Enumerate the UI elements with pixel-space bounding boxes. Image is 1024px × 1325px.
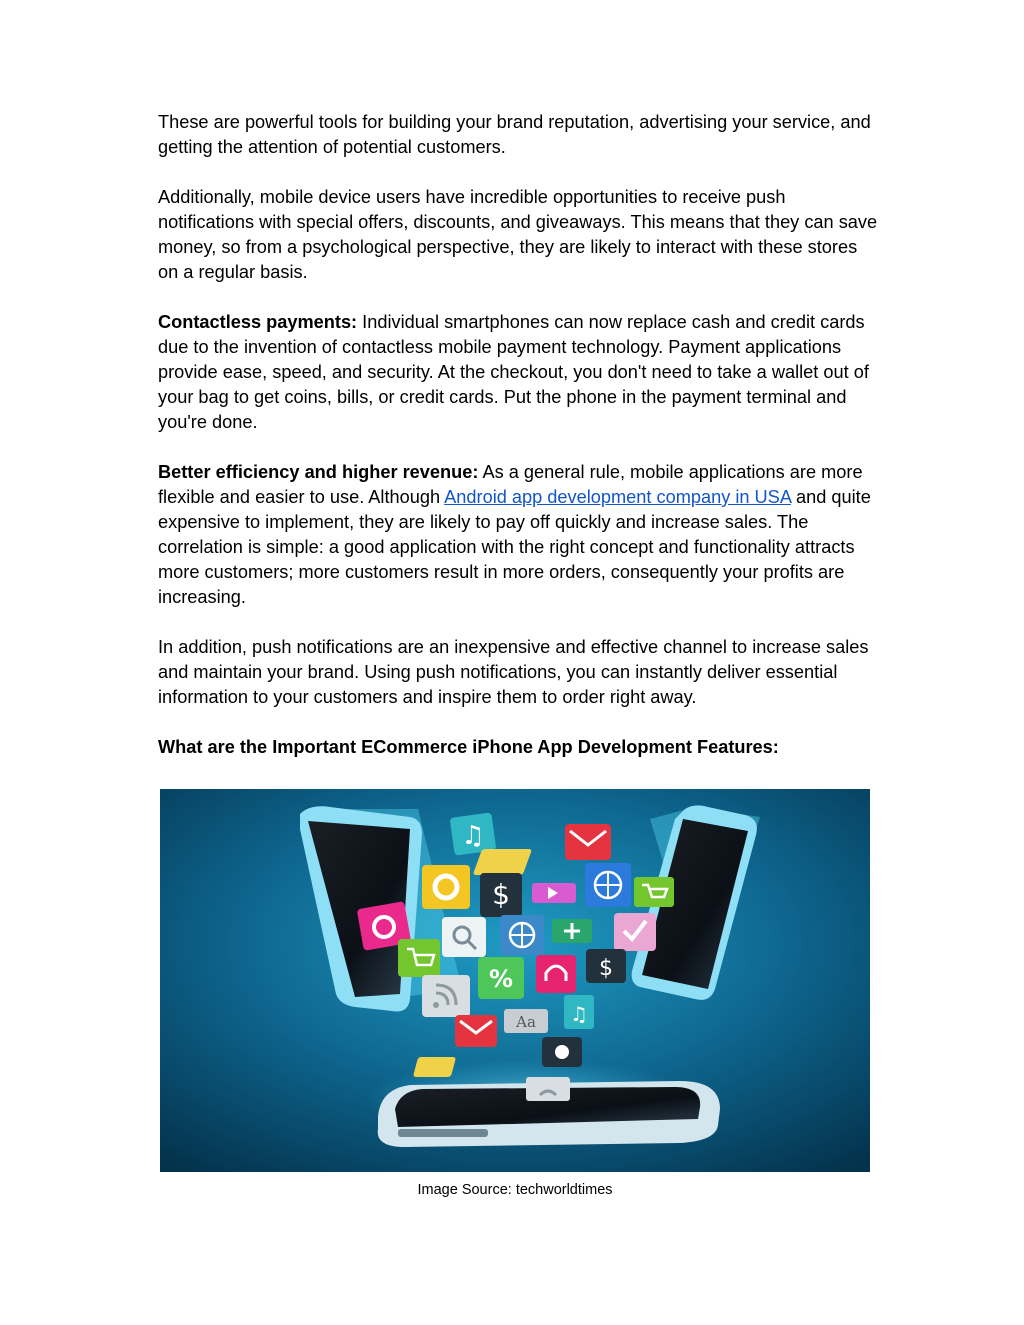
search-icon (442, 917, 486, 957)
section-heading: What are the Important ECommerce iPhone App Development Features: (158, 737, 779, 757)
play-icon (532, 883, 576, 903)
note-icon (473, 849, 532, 875)
contactless-payments-lead: Contactless payments: (158, 312, 358, 332)
globe-icon (500, 915, 544, 955)
dollar-icon-small (586, 949, 626, 983)
check-icon (614, 913, 656, 951)
paragraph-efficiency-revenue (158, 460, 878, 610)
svg-text:♫: ♫ (461, 821, 485, 851)
paragraph-brand-tools: These are powerful tools for building your brand reputation, advertising your service, and getting the attention of potential customers. (158, 112, 871, 157)
mail-icon-bottom (455, 1015, 497, 1047)
gear-icon (422, 865, 470, 909)
svg-text:%: % (488, 965, 514, 993)
note-icon-small (413, 1057, 456, 1077)
music-icon-small (564, 995, 594, 1029)
svg-text:♫: ♫ (570, 1002, 588, 1026)
image-caption: Image Source: techworldtimes (417, 1182, 613, 1198)
illustration-svg (160, 789, 870, 1172)
headphones-icon (536, 955, 576, 993)
efficiency-revenue-lead: Better efficiency and higher revenue: (158, 462, 479, 482)
globe-icon-top (585, 863, 631, 907)
efficiency-revenue-body-b: and quite expensive to implement, they are likely to pay off quickly and increase sales. The correlation is simple: a good application with the right concept and functionality attracts more customers; more customers result in more orders, consequently your profits are increasing. (158, 487, 871, 607)
dollar-icon (480, 873, 522, 917)
paragraph-push-notifications: Additionally, mobile device users have incredible opportunities to receive push notifications with special offers, discounts, and giveaways. This means that they can save money, so from a psychological perspective, they are likely to interact with these stores on a regular basis. (158, 187, 878, 282)
text-icon (504, 1009, 548, 1033)
cart-icon-left (398, 939, 440, 977)
efficiency-revenue-body-a: As a general rule, mobile applications are more flexible and easier to use. Although (158, 462, 863, 507)
cart-icon-right (634, 877, 674, 907)
percent-icon (478, 957, 524, 999)
camera-icon (542, 1037, 582, 1067)
android-company-link[interactable]: Android app development company in USA (444, 487, 791, 507)
paragraph-push-channel: In addition, push notifications are an inexpensive and effective channel to increase sales and maintain your brand. Using push notifications, you can instantly deliver essential information to your customers and inspire them to order right away. (158, 637, 869, 707)
paragraph-contactless-payments (158, 310, 878, 435)
document-body (158, 110, 878, 760)
plus-icon (552, 919, 592, 943)
svg-text:$: $ (492, 878, 510, 911)
svg-text:$: $ (599, 956, 613, 981)
svg-text:Aa: Aa (516, 1013, 536, 1031)
rss-icon (422, 975, 470, 1017)
ecommerce-app-illustration (160, 789, 870, 1172)
contactless-payments-body: Individual smartphones can now replace cash and credit cards due to the invention of contactless mobile payment technology. Payment applications provide ease, speed, and security. At the checkout, you don't need to take a wallet out of your bag to get coins, bills, or credit cards. Put the phone in the payment terminal and you're done. (158, 312, 869, 432)
mail-icon (565, 824, 611, 860)
rss-icon-small (526, 1077, 570, 1101)
